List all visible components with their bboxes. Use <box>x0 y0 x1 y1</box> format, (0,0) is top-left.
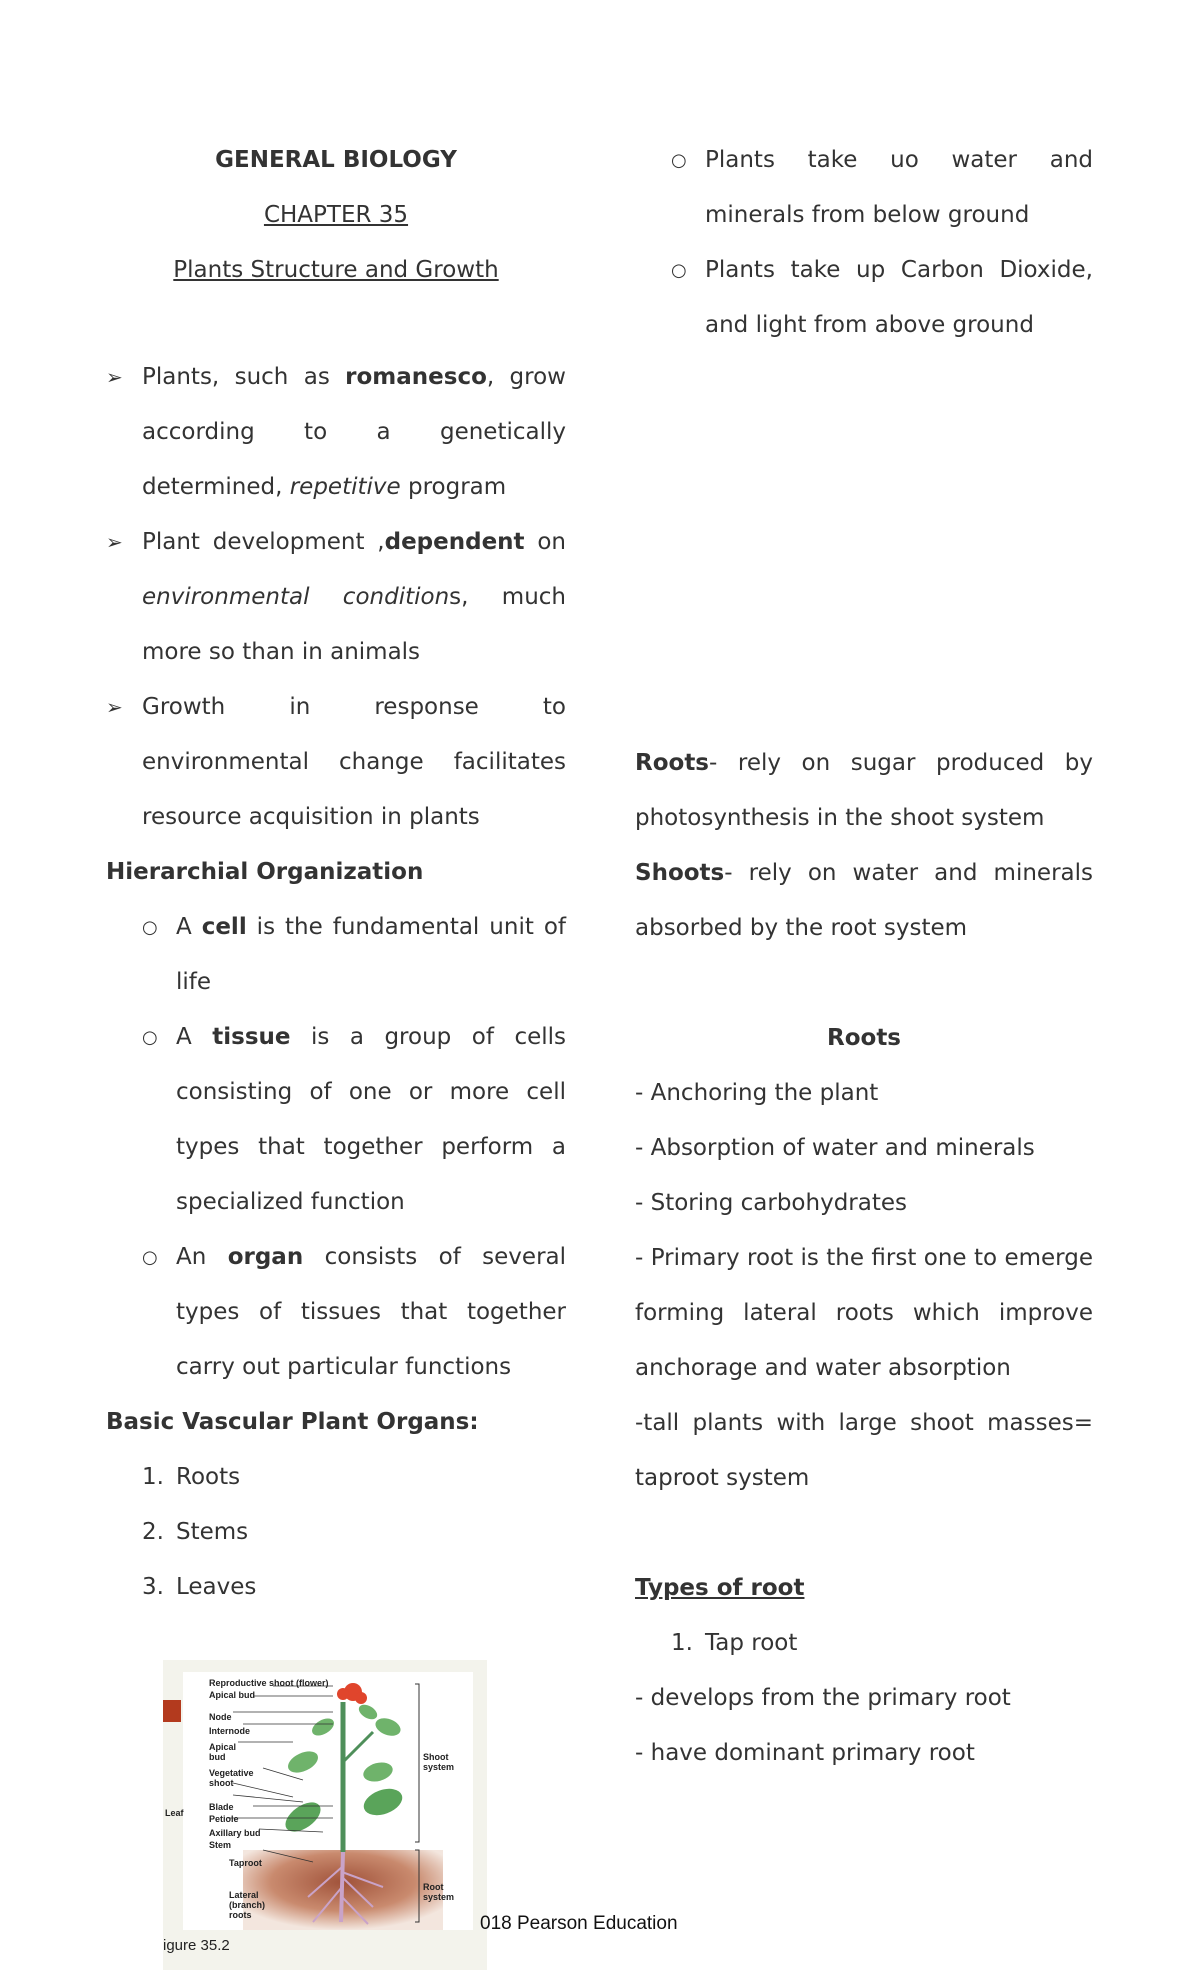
label-shoot-system: Shoot system <box>423 1752 455 1772</box>
right-bullet-2: ○ Plants take up Carbon Dioxide, and light from above ground <box>635 243 1093 353</box>
intro-bullet-3: ➢ Growth in response to environmental change facilitates resource acquisition in plants <box>106 680 566 845</box>
figure-copyright: 018 Pearson Education <box>480 1913 678 1934</box>
shoots-system-paragraph: Shoots- rely on water and minerals absorbed by the root system <box>635 860 1093 941</box>
circle-bullet-icon: ○ <box>671 260 687 281</box>
hierarchy-item-tissue: ○ A tissue is a group of cells consisting of one or more cell types that together perform a specialized function <box>106 1010 566 1230</box>
roots-heading: Roots <box>827 1025 901 1051</box>
roots-system-paragraph: Roots- rely on sugar produced by photosynthesis in the shoot system <box>635 750 1093 831</box>
label-apical-bud: Apical bud <box>209 1690 256 1700</box>
roots-line: - Anchoring the plant <box>635 1080 879 1106</box>
label-blade: Blade <box>209 1802 234 1812</box>
label-petiole: Petiole <box>209 1814 239 1824</box>
arrow-bullet-icon: ➢ <box>106 695 123 719</box>
circle-bullet-icon: ○ <box>671 150 687 171</box>
arrow-bullet-icon: ➢ <box>106 365 123 389</box>
course-title: GENERAL BIOLOGY <box>215 147 457 173</box>
label-root-system: Root system <box>423 1882 455 1902</box>
label-stem: Stem <box>209 1840 232 1850</box>
label-vegetative-shoot: Vegetative shoot <box>209 1768 254 1788</box>
label-apical-bud-2: Apical bud <box>209 1742 237 1762</box>
organ-item: 3. Leaves <box>142 1574 257 1600</box>
intro-bullet-2: ➢ Plant development ,dependent on environmental conditions, much more so than in animals <box>106 515 566 680</box>
roots-line: - Absorption of water and minerals <box>635 1135 1035 1161</box>
label-leaf: Leaf <box>165 1808 184 1818</box>
hierarchy-heading: Hierarchial Organization <box>106 859 424 885</box>
figure-accent-bar <box>163 1700 181 1722</box>
circle-bullet-icon: ○ <box>142 917 158 938</box>
arrow-bullet-icon: ➢ <box>106 530 123 554</box>
left-column <box>106 133 566 1615</box>
types-of-root-heading: Types of root <box>635 1575 805 1601</box>
organs-heading: Basic Vascular Plant Organs: <box>106 1409 479 1435</box>
hierarchy-item-organ: ○ An organ consists of several types of tissues that together carry out particular functions <box>106 1230 566 1395</box>
figure-panel <box>165 1672 473 1930</box>
figure-caption: igure 35.2 <box>163 1937 230 1954</box>
plant-anatomy-figure <box>163 1660 487 1970</box>
chapter-title: CHAPTER 35 <box>263 202 409 228</box>
organ-item: 2. Stems <box>142 1519 249 1545</box>
intro-bullet-1: ➢ Plants, such as romanesco, grow according to a genetically determined, repetitive program <box>106 350 566 515</box>
label-axillary-bud: Axillary bud <box>209 1828 261 1838</box>
taproot-system-paragraph: -tall plants with large shoot masses= taproot system <box>635 1410 1093 1491</box>
types-line: - develops from the primary root <box>635 1685 1011 1711</box>
label-taproot: Taproot <box>229 1858 262 1868</box>
topic-title: Plants Structure and Growth <box>173 257 499 283</box>
circle-bullet-icon: ○ <box>142 1247 158 1268</box>
right-column <box>635 133 1093 1781</box>
label-node: Node <box>209 1712 232 1722</box>
roots-line: - Storing carbohydrates <box>635 1190 907 1216</box>
primary-root-paragraph: - Primary root is the first one to emerge forming lateral roots which improve anchorage and water absorption <box>635 1245 1093 1381</box>
label-reproductive-shoot: Reproductive shoot (flower) <box>209 1678 329 1688</box>
label-lateral-roots: Lateral (branch) roots <box>229 1890 265 1920</box>
circle-bullet-icon: ○ <box>142 1027 158 1048</box>
hierarchy-item-cell: ○ A cell is the fundamental unit of life <box>106 900 566 1010</box>
types-item: 1. Tap root <box>671 1630 798 1656</box>
organ-item: 1. Roots <box>142 1464 241 1490</box>
types-line: - have dominant primary root <box>635 1740 975 1766</box>
label-internode: Internode <box>209 1726 251 1736</box>
right-bullet-1: ○ Plants take uo water and minerals from below ground <box>635 133 1093 243</box>
